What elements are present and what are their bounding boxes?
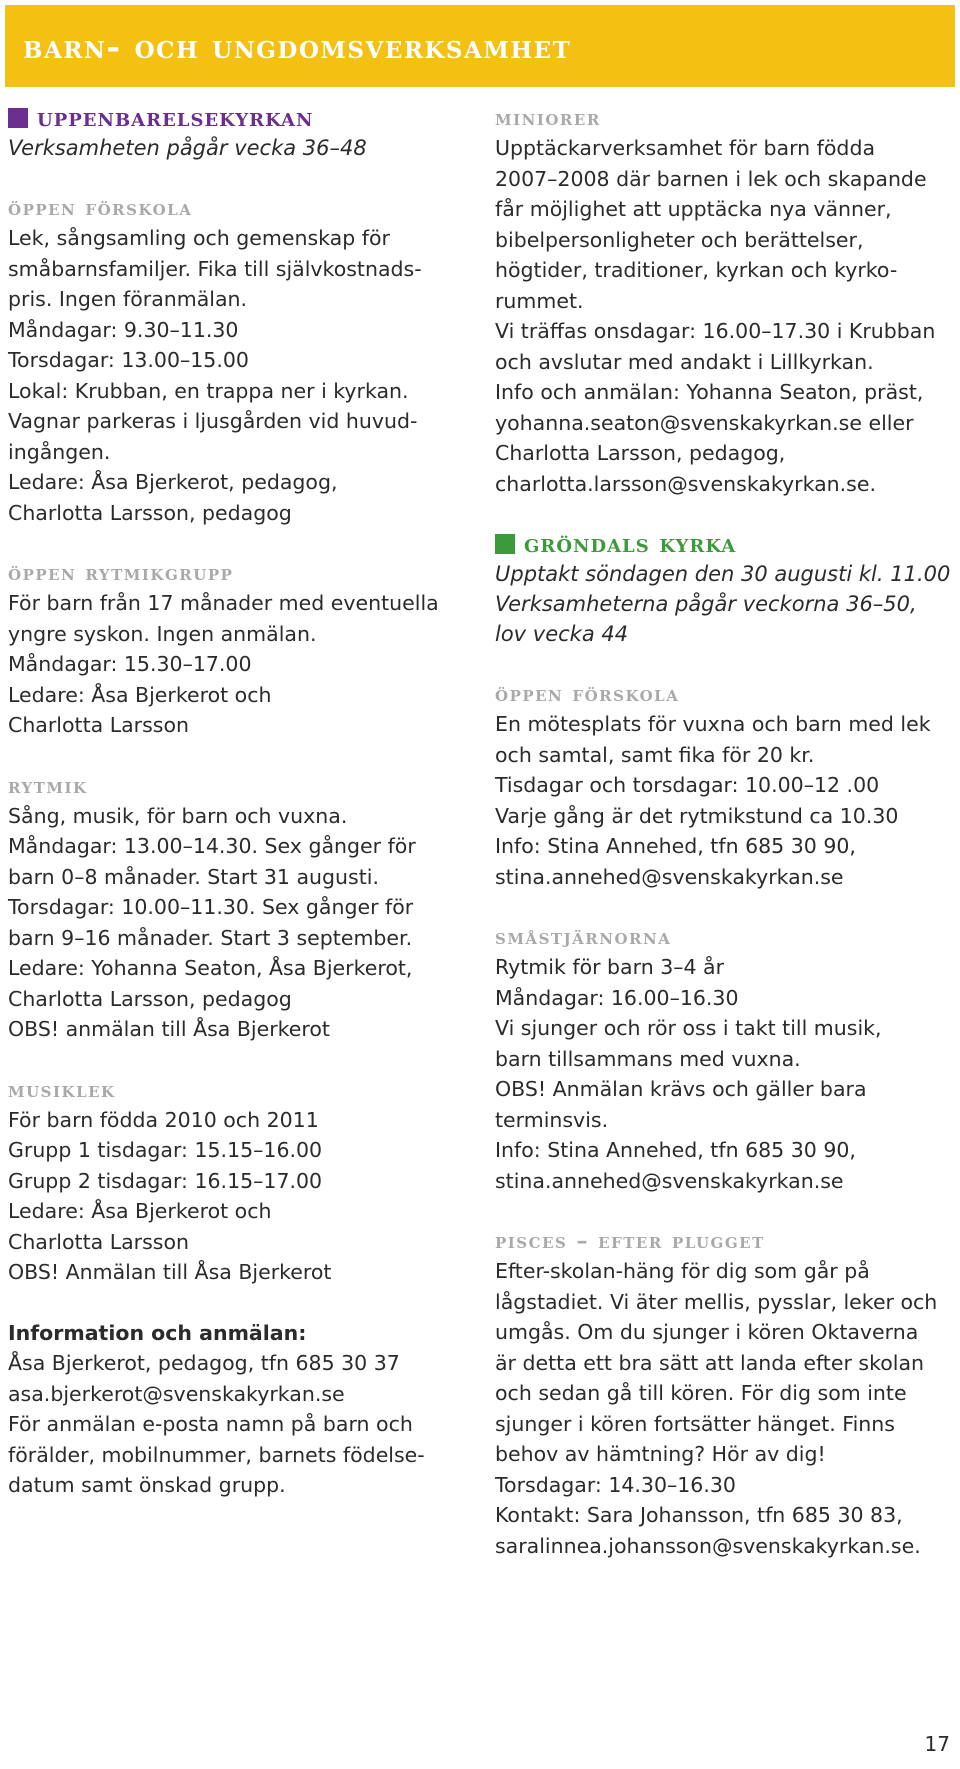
section-miniorer <box>495 103 955 499</box>
text-line: Ledare: Yohanna Seaton, Åsa Bjerkerot, <box>8 956 413 980</box>
section-title: miniorer <box>495 105 601 131</box>
text-line: 2007–2008 där barnen i lek och skapande <box>495 166 927 191</box>
text-line: Ledare: Åsa Bjerkerot, pedagog, <box>8 470 338 494</box>
right-column <box>495 103 955 1561</box>
text-line: Verksamheterna pågår veckorna 36–50, <box>495 592 917 616</box>
section-body <box>8 223 478 528</box>
section-oppen-forskola <box>495 679 955 892</box>
text-line: Grupp 1 tisdagar: 15.15–16.00 <box>8 1138 323 1162</box>
text-line: Vi träffas onsdagar: 16.00–17.30 i Krubban <box>495 319 936 343</box>
text-line: Grupp 2 tisdagar: 16.15–17.00 <box>8 1168 323 1193</box>
text-line: umgås. Om du sjunger i kören Oktaverna <box>495 1320 919 1344</box>
section-body <box>8 801 478 1045</box>
church-heading-grondals-kyrka <box>495 529 955 559</box>
text-line: rummet. <box>495 288 584 313</box>
section-title: öppen förskola <box>495 681 680 707</box>
text-line: asa.bjerkerot@svenskakyrkan.se <box>8 1381 345 1406</box>
text-line: Måndagar: 15.30–17.00 <box>8 652 252 676</box>
section-title: musiklek <box>8 1076 116 1103</box>
text-line: Info: Stina Annehed, tfn 685 30 90, <box>495 834 856 858</box>
text-line: Lek, sångsamling och gemenskap för <box>8 226 390 250</box>
text-line: sjunger i kören fortsätter hänget. Finns <box>495 1411 895 1436</box>
text-line: Vi sjunger och rör oss i takt till musik, <box>495 1016 882 1040</box>
section-body <box>495 709 955 892</box>
text-line: OBS! Anmälan krävs och gäller bara <box>495 1077 867 1101</box>
info-heading: Information och anmälan: <box>8 1320 307 1345</box>
section-smastjarnorna <box>495 922 955 1196</box>
section-rytmik <box>8 771 478 1045</box>
text-line: OBS! Anmälan till Åsa Bjerkerot <box>8 1260 332 1284</box>
section-body <box>495 1256 955 1561</box>
text-line: Måndagar: 9.30–11.30 <box>8 317 239 342</box>
text-line: Upptakt söndagen den 30 augusti kl. 11.00 <box>495 562 951 586</box>
text-line: behov av hämtning? Hör av dig! <box>495 1442 826 1466</box>
section-body <box>8 1105 478 1288</box>
text-line: Kontakt: Sara Johansson, tfn 685 30 83, <box>495 1503 903 1527</box>
text-line: barn tillsammans med vuxna. <box>495 1046 801 1071</box>
text-line: är detta ett bra sätt att landa efter skolan <box>495 1350 925 1375</box>
text-line: barn 9–16 månader. Start 3 september. <box>8 925 413 950</box>
left-column <box>8 103 478 1501</box>
text-line: Tisdagar och torsdagar: 10.00–12 .00 <box>495 773 880 797</box>
church-name: uppenbarelsekyrkan <box>37 103 314 132</box>
text-line: Måndagar: 16.00–16.30 <box>495 985 739 1010</box>
text-line: För barn födda 2010 och 2011 <box>8 1107 319 1132</box>
text-line: Charlotta Larsson, pedagog, <box>495 441 786 465</box>
text-line: och avslutar med andakt i Lillkyrkan. <box>495 349 874 374</box>
text-line: Charlotta Larsson, pedagog <box>8 986 292 1011</box>
text-line: För anmälan e-posta namn på barn och <box>8 1412 413 1436</box>
text-line: lov vecka 44 <box>495 622 629 646</box>
text-line: Info: Stina Annehed, tfn 685 30 90, <box>495 1138 856 1162</box>
text-line: Ledare: Åsa Bjerkerot och <box>8 1199 272 1223</box>
section-body <box>495 133 955 499</box>
text-line: Charlotta Larsson, pedagog <box>8 500 292 525</box>
section-pisces-efter-plugget <box>495 1226 955 1561</box>
text-line: pris. Ingen föranmälan. <box>8 287 248 311</box>
text-line: bibelpersonligheter och berättelser, <box>495 227 864 252</box>
info-lines <box>8 1348 478 1501</box>
right-sections <box>495 679 955 1561</box>
left-sections <box>8 193 478 1288</box>
text-line: lågstadiet. Vi äter mellis, pysslar, leker och <box>495 1289 938 1314</box>
info-block <box>8 1318 478 1501</box>
text-line: och sedan gå till kören. För dig som inte <box>495 1381 907 1405</box>
text-line: stina.annehed@svenskakyrkan.se <box>495 1168 844 1193</box>
activity-period: Verksamheten pågår vecka 36–48 <box>8 136 367 160</box>
text-line: För barn från 17 månader med eventuella <box>8 591 439 615</box>
section-body <box>8 588 478 741</box>
text-line: charlotta.larsson@svenskakyrkan.se. <box>495 471 876 496</box>
text-line: Info och anmälan: Yohanna Seaton, präst, <box>495 380 924 404</box>
text-line: Torsdagar: 14.30–16.30 <box>495 1472 736 1497</box>
text-line: ingången. <box>8 439 111 464</box>
section-title: öppen förskola <box>8 195 193 221</box>
text-line: stina.annehed@svenskakyrkan.se <box>495 864 844 889</box>
text-line: yohanna.seaton@svenskakyrkan.se eller <box>495 410 914 435</box>
text-line: Varje gång är det rytmikstund ca 10.30 <box>495 803 899 828</box>
section-title: småstjärnorna <box>495 924 672 950</box>
church-heading-uppenbarelsekyrkan <box>8 103 478 133</box>
section-title: öppen rytmikgrupp <box>8 560 234 586</box>
banner-title: barn- och ungdomsverksamhet <box>23 27 572 66</box>
text-line: Rytmik för barn 3–4 år <box>495 955 725 979</box>
text-line: får möjlighet att upptäcka nya vänner, <box>495 197 892 221</box>
section-musiklek <box>8 1075 478 1288</box>
section-title: rytmik <box>8 772 88 799</box>
section-banner <box>5 5 955 87</box>
text-line: Torsdagar: 13.00–15.00 <box>8 348 249 372</box>
text-line: barn 0–8 månader. Start 31 augusti. <box>8 864 379 889</box>
section-oppen-forskola <box>8 193 478 528</box>
text-line: terminsvis. <box>495 1107 609 1132</box>
activity-period <box>495 559 955 649</box>
church-name: gröndals kyrka <box>524 529 737 558</box>
text-line: Efter-skolan-häng för dig som går på <box>495 1259 870 1283</box>
text-line: Sång, musik, för barn och vuxna. <box>8 803 348 828</box>
text-line: Åsa Bjerkerot, pedagog, tfn 685 30 37 <box>8 1351 400 1375</box>
section-body <box>495 952 955 1196</box>
text-line: Torsdagar: 10.00–11.30. Sex gånger för <box>8 895 414 919</box>
text-line: Charlotta Larsson <box>8 1229 189 1254</box>
text-line: datum samt önskad grupp. <box>8 1473 286 1497</box>
text-line: småbarnsfamiljer. Fika till självkostnads- <box>8 256 422 281</box>
square-bullet-icon <box>8 108 28 128</box>
text-line: förälder, mobilnummer, barnets födelse- <box>8 1442 425 1467</box>
text-line: yngre syskon. Ingen anmälan. <box>8 621 317 646</box>
text-line: högtider, traditioner, kyrkan och kyrko- <box>495 258 898 282</box>
text-line: Charlotta Larsson <box>8 713 189 737</box>
text-line: Ledare: Åsa Bjerkerot och <box>8 682 272 707</box>
section-oppen-rytmikgrupp <box>8 558 478 741</box>
text-line: Vagnar parkeras i ljusgården vid huvud- <box>8 409 418 433</box>
text-line: Måndagar: 13.00–14.30. Sex gånger för <box>8 834 416 858</box>
text-line: OBS! anmälan till Åsa Bjerkerot <box>8 1017 330 1041</box>
text-line: saralinnea.johansson@svenskakyrkan.se. <box>495 1533 921 1558</box>
text-line: Lokal: Krubban, en trappa ner i kyrkan. <box>8 378 409 403</box>
text-line: Upptäckarverksamhet för barn födda <box>495 136 876 160</box>
square-bullet-icon <box>495 534 515 554</box>
text-line: En mötesplats för vuxna och barn med lek <box>495 712 931 736</box>
text-line: och samtal, samt fika för 20 kr. <box>495 742 815 767</box>
section-title: pisces – efter plugget <box>495 1228 765 1254</box>
page-number: 17 <box>924 1732 950 1756</box>
